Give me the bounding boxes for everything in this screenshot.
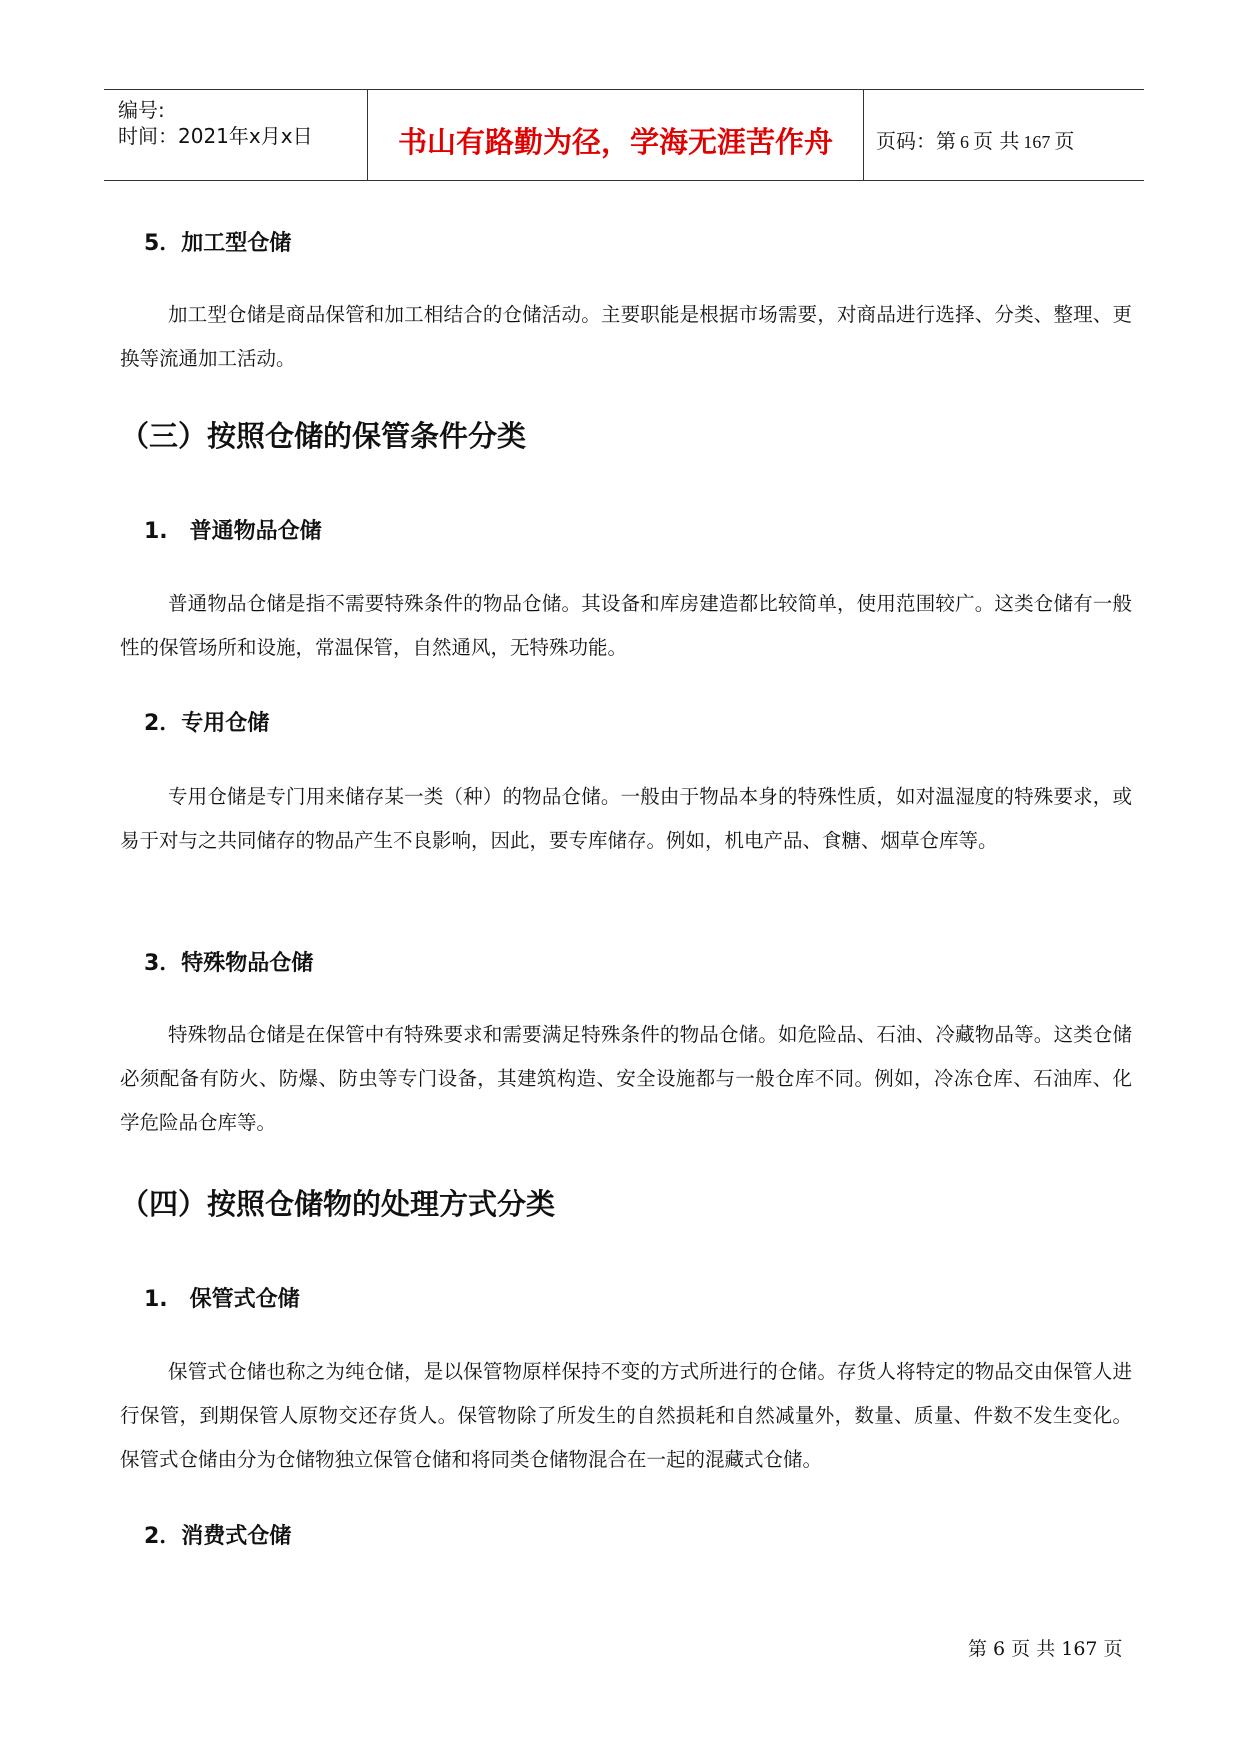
document-time-label: 时间：2021年x月x日 [118, 124, 313, 148]
chapter-heading-handling-method: （四）按照仓储物的处理方式分类 [120, 1187, 556, 1221]
document-number-label: 编号: [118, 98, 165, 122]
page-footer: 第 6 页 共 167 页 [968, 1638, 1123, 1660]
chapter-heading-storage-conditions: （三）按照仓储的保管条件分类 [120, 419, 527, 453]
paragraph-custody-storage: 保管式仓储也称之为纯仓储，是以保管物原样保持不变的方式所进行的仓储。存货人将特定的物品交由保管人进行保管，到期保管人原物交还存货人。保管物除了所发生的自然损耗和自然减量外，数量、质量、件数不发生变化。保管式仓储由分为仓储物独立保管仓储和将同类仓储物混合在一起的混藏式仓储。 [120, 1360, 1132, 1471]
page-middle: 页 共 [973, 129, 1020, 153]
page-current: 6 [960, 132, 969, 152]
paragraph-special-storage: 特殊物品仓储是在保管中有特殊要求和需要满足特殊条件的物品仓储。如危险品、石油、冷藏物品等。这类仓储必须配备有防火、防爆、防虫等专门设备，其建筑构造、安全设施都与一般仓库不同。例如，冷冻仓库、石油库、化学危险品仓库等。 [120, 1023, 1132, 1134]
header-motto-cell [368, 90, 864, 180]
paragraph-dedicated-storage: 专用仓储是专门用来储存某一类（种）的物品仓储。一般由于物品本身的特殊性质，如对温湿度的特殊要求，或易于对与之共同储存的物品产生不良影响，因此，要专库储存。例如，机电产品、食糖、烟草仓库等。 [120, 785, 1132, 852]
paragraph-processing-storage: 加工型仓储是商品保管和加工相结合的仓储活动。主要职能是根据市场需要，对商品进行选择、分类、整理、更换等流通加工活动。 [120, 303, 1132, 370]
header-page-cell [864, 90, 1144, 180]
section-heading-custody-storage: 1. 保管式仓储 [144, 1287, 300, 1312]
page-prefix: 页码：第 [876, 129, 956, 153]
section-heading-consumption-storage: 2．消费式仓储 [144, 1524, 292, 1549]
header-motto: 书山有路勤为径，学海无涯苦作舟 [397, 125, 833, 159]
header-info-cell [104, 90, 368, 180]
section-heading-processing-storage: 5．加工型仓储 [144, 231, 292, 256]
paragraph-general-storage: 普通物品仓储是指不需要特殊条件的物品仓储。其设备和库房建造都比较简单，使用范围较广。这类仓储有一般性的保管场所和设施，常温保管，自然通风，无特殊功能。 [120, 592, 1132, 659]
page-header [104, 89, 1144, 181]
page-total: 167 [1023, 132, 1051, 152]
section-heading-special-storage: 3．特殊物品仓储 [144, 951, 314, 976]
section-heading-general-storage: 1. 普通物品仓储 [144, 519, 322, 544]
page-suffix: 页 [1054, 129, 1075, 153]
section-heading-dedicated-storage: 2．专用仓储 [144, 711, 270, 736]
header-page-code [876, 125, 1074, 154]
